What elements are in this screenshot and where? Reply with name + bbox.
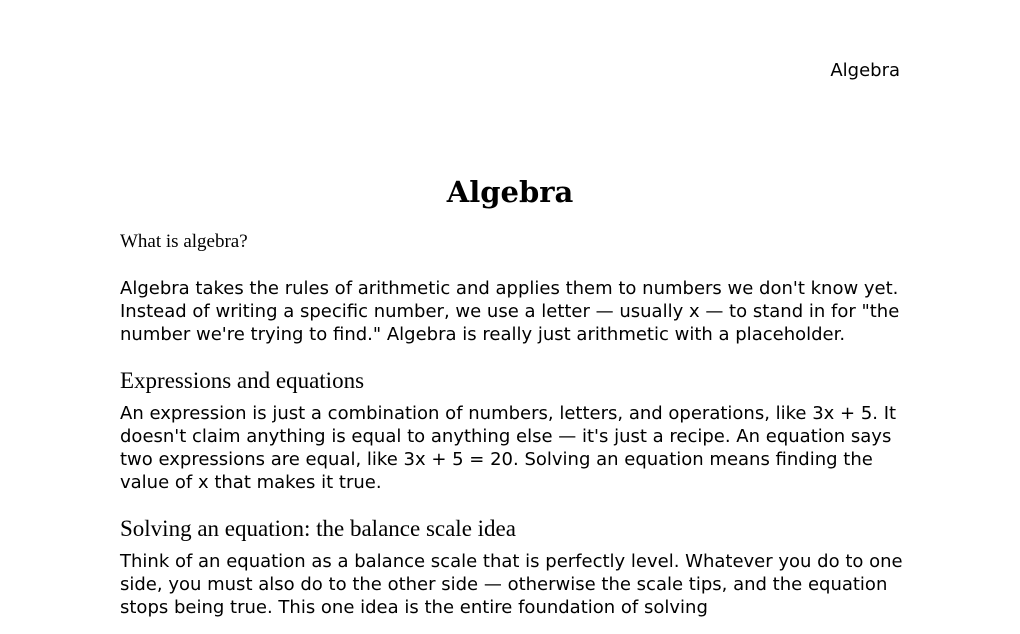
- document-body: [120, 174, 910, 619]
- section-paragraph-expressions: An expression is just a combination of numbers, letters, and operations, like 3x + 5. It doesn't claim anything is equal to anything else — it's just a recipe. An equation says two expressions are equal, like 3x + 5 = 20. Solving an equation means finding the value of x that makes it true.: [120, 403, 897, 493]
- section-heading-balance-scale: Solving an equation: the balance scale idea: [120, 516, 516, 541]
- running-header: Algebra: [830, 60, 900, 81]
- document-title: Algebra: [446, 175, 574, 209]
- document-subtitle: What is algebra?: [120, 231, 248, 252]
- intro-paragraph: Algebra takes the rules of arithmetic and applies them to numbers we don't know yet. Instead of writing a specific number, we use a letter — usually x — to stand in for "the number we're trying to find." Algebra is really just arithmetic with a placeholder.: [120, 278, 900, 345]
- section-heading-expressions: Expressions and equations: [120, 368, 365, 393]
- section-paragraph-balance-scale: Think of an equation as a balance scale that is perfectly level. Whatever you do to one side, you must also do to the other side — otherwise the scale tips, and the equation stops being true. This one idea is the entire foundation of solving: [120, 551, 903, 618]
